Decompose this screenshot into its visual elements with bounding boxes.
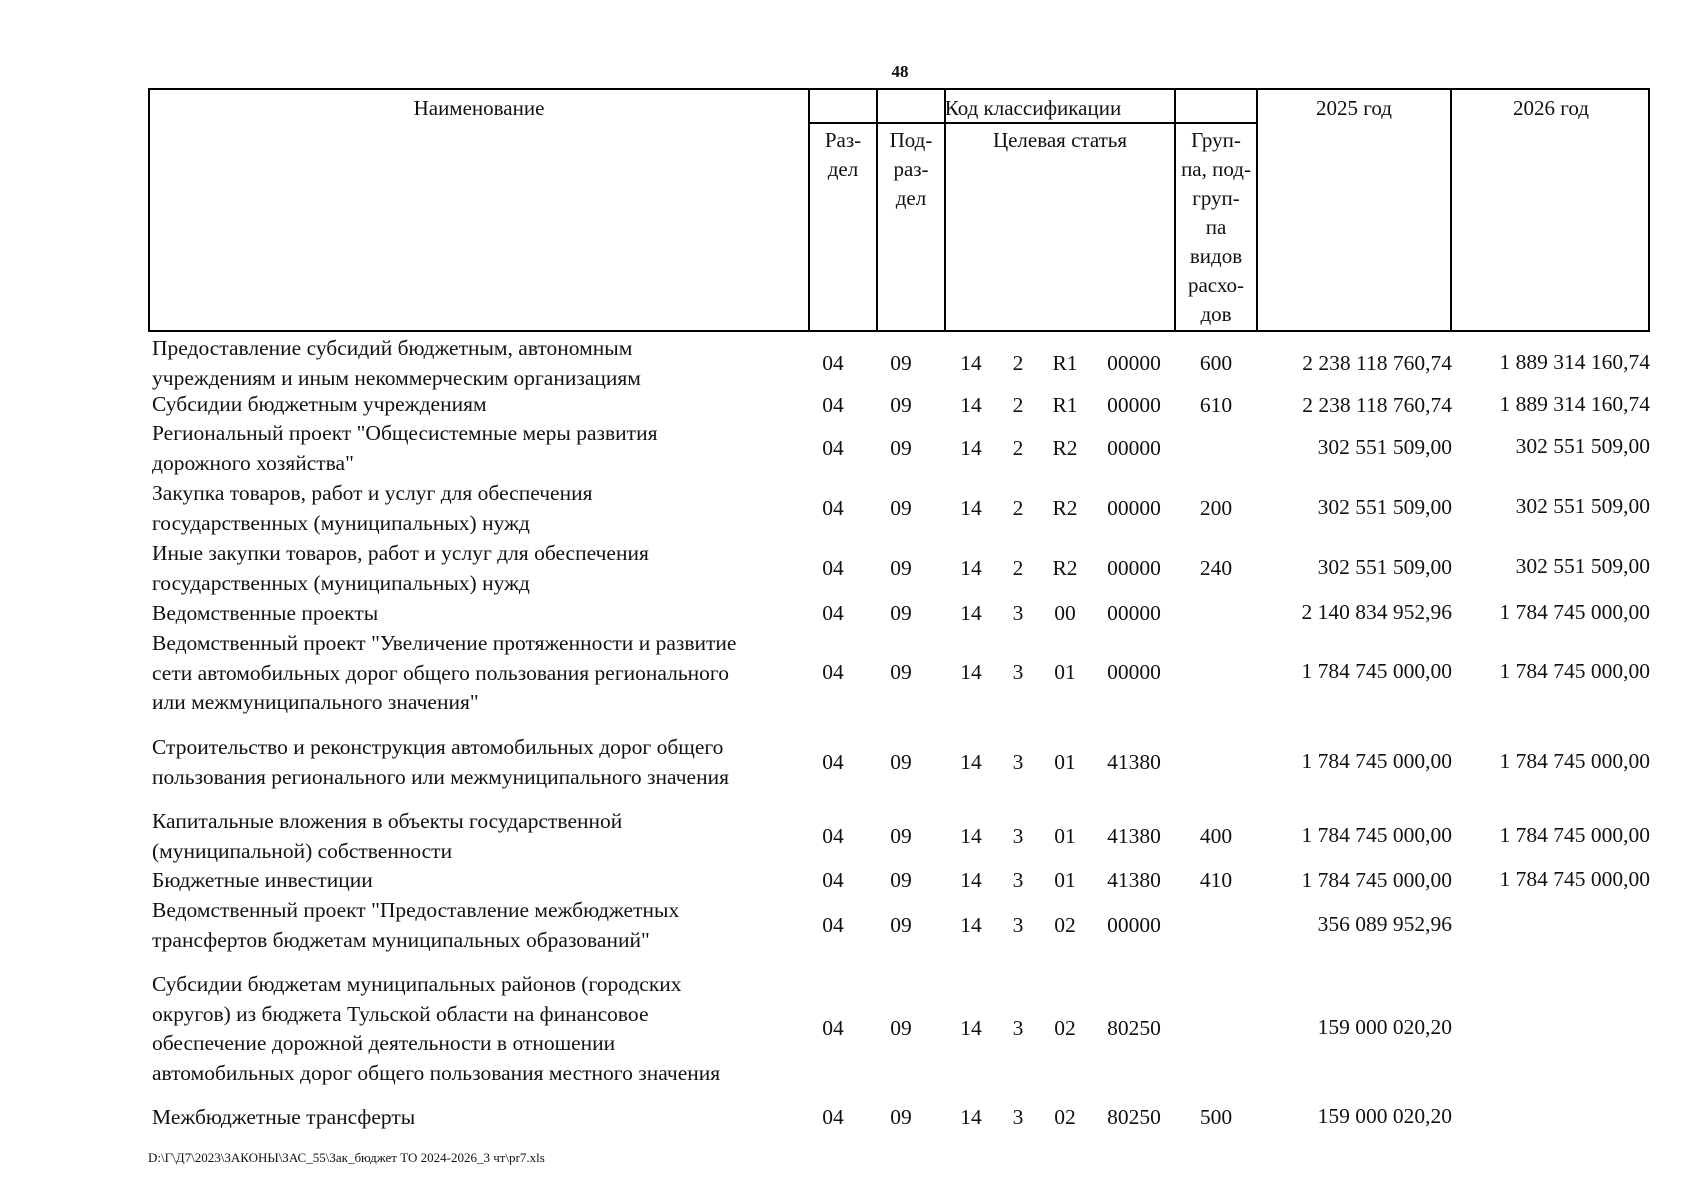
header-name: Наименование	[413, 96, 545, 120]
row-target-3: R2	[1052, 436, 1078, 460]
row-subsection: 09	[890, 436, 912, 460]
row-value-2026: 1 784 745 000,00	[1499, 600, 1650, 624]
row-value-2025: 2 140 834 952,96	[1301, 600, 1452, 624]
row-target-1: 14	[960, 868, 982, 892]
row-subsection: 09	[890, 750, 912, 774]
row-name: Ведомственные проекты	[152, 601, 379, 625]
row-subsection: 09	[890, 1016, 912, 1040]
row-section: 04	[822, 1105, 844, 1129]
header-target-article: Целевая статья	[992, 128, 1128, 152]
row-value-2025: 2 238 118 760,74	[1302, 351, 1452, 375]
row-value-2026: 1 784 745 000,00	[1499, 659, 1650, 683]
row-target-1: 14	[960, 913, 982, 937]
row-target-4: 00000	[1107, 913, 1161, 937]
row-subsection: 09	[890, 824, 912, 848]
row-subsection: 09	[890, 351, 912, 375]
row-expense-group: 500	[1199, 1105, 1233, 1129]
row-target-3: R1	[1052, 351, 1078, 375]
row-section: 04	[822, 868, 844, 892]
row-target-2: 2	[1012, 556, 1024, 580]
row-value-2025: 2 238 118 760,74	[1302, 393, 1452, 417]
row-section: 04	[822, 1016, 844, 1040]
row-target-2: 2	[1012, 496, 1024, 520]
row-section: 04	[822, 913, 844, 937]
row-target-1: 14	[960, 1016, 982, 1040]
header-year-2025: 2025 год	[1316, 96, 1392, 120]
row-expense-group: 610	[1199, 393, 1233, 417]
row-name: Строительство и реконструкция автомобильных дорог общего пользования регионального или межмуниципального значения	[152, 735, 729, 789]
row-value-2025: 159 000 020,20	[1317, 1104, 1452, 1128]
row-section: 04	[822, 393, 844, 417]
row-target-3: 02	[1054, 1105, 1076, 1129]
row-value-2026: 302 551 509,00	[1515, 434, 1650, 458]
row-target-1: 14	[960, 750, 982, 774]
row-name: Закупка товаров, работ и услуг для обеспечения государственных (муниципальных) нужд	[152, 481, 593, 535]
row-target-2: 2	[1012, 351, 1024, 375]
row-subsection: 09	[890, 556, 912, 580]
row-value-2025: 1 784 745 000,00	[1301, 823, 1452, 847]
row-section: 04	[822, 496, 844, 520]
row-name: Межбюджетные трансферты	[152, 1105, 416, 1129]
row-target-3: 01	[1054, 750, 1076, 774]
header-section: Раз- дел	[824, 128, 862, 181]
row-name: Ведомственный проект "Увеличение протяженности и развитие сети автомобильных дорог общего пользования регионального или межмуниципального значения"	[152, 631, 737, 714]
row-value-2026: 1 784 745 000,00	[1499, 823, 1650, 847]
row-section: 04	[822, 824, 844, 848]
row-target-4: 00000	[1107, 601, 1161, 625]
header-year-2026: 2026 год	[1513, 96, 1589, 120]
row-section: 04	[822, 351, 844, 375]
row-target-3: 00	[1054, 601, 1076, 625]
row-section: 04	[822, 660, 844, 684]
page-number: 48	[891, 62, 909, 81]
row-target-2: 2	[1012, 436, 1024, 460]
row-subsection: 09	[890, 393, 912, 417]
row-expense-group: 400	[1199, 824, 1233, 848]
row-subsection: 09	[890, 868, 912, 892]
row-section: 04	[822, 750, 844, 774]
row-target-2: 3	[1012, 1105, 1024, 1129]
row-target-1: 14	[960, 601, 982, 625]
header-expense-group: Груп- па, под- груп- па видов расхо- дов	[1181, 128, 1251, 326]
row-value-2026: 1 889 314 160,74	[1499, 350, 1650, 374]
row-target-4: 00000	[1107, 393, 1161, 417]
row-name: Предоставление субсидий бюджетным, автономным учреждениям и иным некоммерческим организациям	[152, 336, 641, 390]
row-value-2025: 1 784 745 000,00	[1301, 659, 1452, 683]
row-target-3: 01	[1054, 868, 1076, 892]
row-name: Субсидии бюджетным учреждениям	[152, 392, 487, 416]
row-target-4: 41380	[1107, 868, 1161, 892]
row-target-2: 2	[1012, 393, 1024, 417]
row-subsection: 09	[890, 1105, 912, 1129]
row-name: Бюджетные инвестиции	[152, 868, 373, 892]
row-target-2: 3	[1012, 660, 1024, 684]
row-target-2: 3	[1012, 1016, 1024, 1040]
row-target-1: 14	[960, 496, 982, 520]
row-target-4: 00000	[1107, 436, 1161, 460]
row-name: Региональный проект "Общесистемные меры развития дорожного хозяйства"	[152, 421, 658, 475]
row-expense-group: 600	[1199, 351, 1233, 375]
row-expense-group: 240	[1199, 556, 1233, 580]
row-target-4: 00000	[1107, 351, 1161, 375]
row-subsection: 09	[890, 601, 912, 625]
row-value-2026: 302 551 509,00	[1515, 494, 1650, 518]
header-classification-code: Код классификации	[944, 96, 1122, 120]
row-name: Субсидии бюджетам муниципальных районов (городских округов) из бюджета Тульской области на финансовое обеспечение дорожной деятельности в отношении автомобильных дорог общего пользования местного значения	[152, 972, 721, 1085]
row-subsection: 09	[890, 913, 912, 937]
row-target-1: 14	[960, 660, 982, 684]
row-value-2025: 356 089 952,96	[1317, 912, 1452, 936]
row-target-1: 14	[960, 1105, 982, 1129]
row-section: 04	[822, 601, 844, 625]
row-name: Иные закупки товаров, работ и услуг для обеспечения государственных (муниципальных) нужд	[152, 541, 649, 595]
row-name: Ведомственный проект "Предоставление межбюджетных трансфертов бюджетам муниципальных образований"	[152, 898, 680, 952]
row-value-2025: 1 784 745 000,00	[1301, 749, 1452, 773]
row-value-2025: 1 784 745 000,00	[1301, 868, 1452, 892]
row-target-1: 14	[960, 436, 982, 460]
row-name: Капитальные вложения в объекты государственной (муниципальной) собственности	[152, 809, 623, 863]
header-subsection: Под- раз- дел	[889, 128, 933, 210]
row-target-3: 02	[1054, 913, 1076, 937]
row-target-4: 41380	[1107, 750, 1161, 774]
row-target-4: 41380	[1107, 824, 1161, 848]
row-subsection: 09	[890, 496, 912, 520]
row-target-3: R1	[1052, 393, 1078, 417]
row-expense-group: 410	[1199, 868, 1233, 892]
row-target-2: 3	[1012, 913, 1024, 937]
row-target-2: 3	[1012, 824, 1024, 848]
row-section: 04	[822, 556, 844, 580]
row-target-1: 14	[960, 556, 982, 580]
row-target-3: R2	[1052, 496, 1078, 520]
row-subsection: 09	[890, 660, 912, 684]
row-section: 04	[822, 436, 844, 460]
row-target-3: 01	[1054, 824, 1076, 848]
row-target-2: 3	[1012, 868, 1024, 892]
row-target-3: R2	[1052, 556, 1078, 580]
row-value-2026: 1 784 745 000,00	[1499, 749, 1650, 773]
file-path: D:\Г\Д7\2023\ЗАКОНЫ\ЗАС_55\Зак_бюджет ТО 2024-2026_3 чт\pr7.xls	[148, 1150, 545, 1165]
row-target-2: 3	[1012, 601, 1024, 625]
row-target-4: 80250	[1107, 1016, 1161, 1040]
row-expense-group: 200	[1199, 496, 1233, 520]
row-target-4: 00000	[1107, 496, 1161, 520]
row-value-2025: 302 551 509,00	[1317, 555, 1452, 579]
row-value-2026: 302 551 509,00	[1515, 554, 1650, 578]
row-value-2025: 302 551 509,00	[1317, 435, 1452, 459]
row-target-1: 14	[960, 393, 982, 417]
row-target-1: 14	[960, 351, 982, 375]
row-value-2026: 1 889 314 160,74	[1499, 392, 1650, 416]
row-target-3: 02	[1054, 1016, 1076, 1040]
table-header	[148, 88, 1650, 332]
row-value-2025: 302 551 509,00	[1317, 495, 1452, 519]
row-target-4: 80250	[1107, 1105, 1161, 1129]
row-target-3: 01	[1054, 660, 1076, 684]
row-target-4: 00000	[1107, 556, 1161, 580]
row-value-2025: 159 000 020,20	[1317, 1015, 1452, 1039]
row-target-1: 14	[960, 824, 982, 848]
row-target-2: 3	[1012, 750, 1024, 774]
row-target-4: 00000	[1107, 660, 1161, 684]
row-value-2026: 1 784 745 000,00	[1499, 867, 1650, 891]
